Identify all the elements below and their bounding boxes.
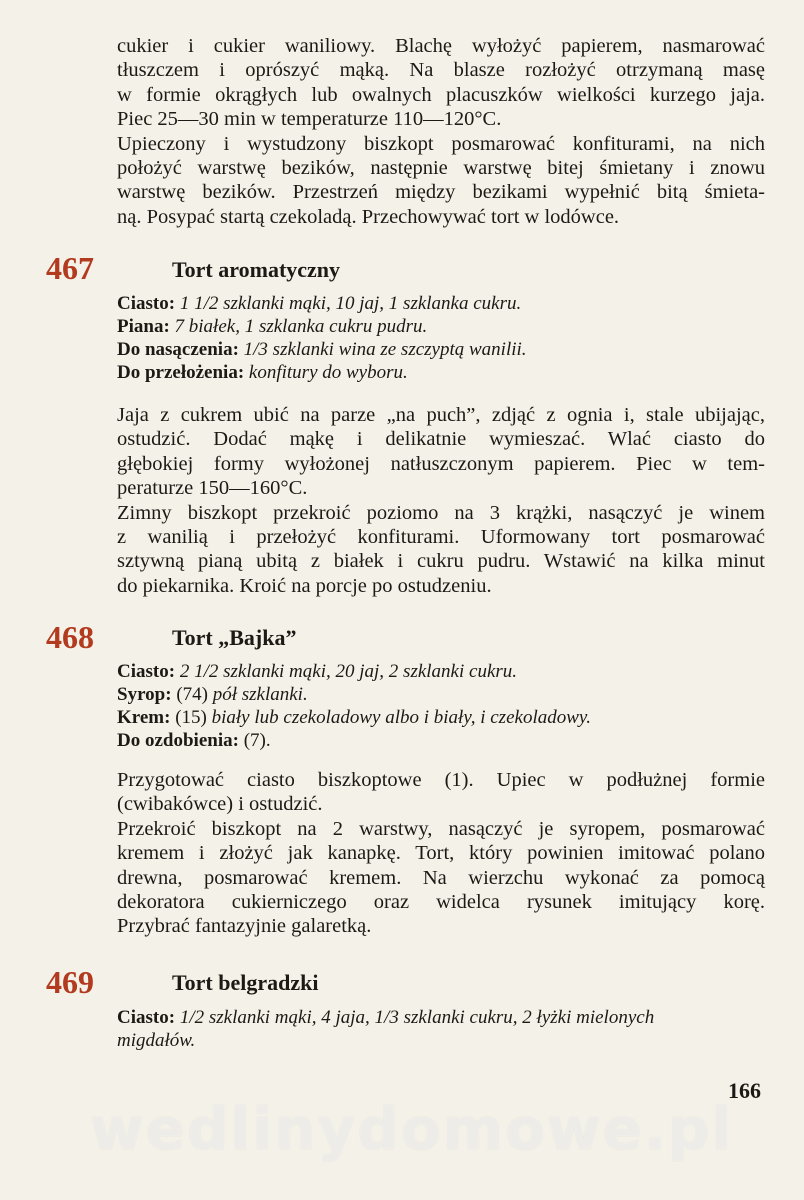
ingredient-text: 2 1/2 szklanki mąki, 20 jaj, 2 szklanki cukru. (179, 661, 518, 682)
text-line: peraturze 150—160°C. (117, 477, 308, 500)
ingredient-label: Do ozdobienia: (117, 730, 239, 751)
recipe-number: 467 (46, 250, 94, 286)
text-line: do piekarnika. Kroić na porcje po ostudzeniu. (117, 574, 492, 597)
ingredient-line (117, 683, 765, 706)
ingredient-text: pół szklanki. (212, 684, 308, 705)
recipe-reference: (15) (175, 707, 207, 728)
ingredient-line (117, 315, 765, 338)
ingredient-line (117, 660, 765, 683)
ingredient-line (117, 729, 765, 752)
text-line: cukier i cukier waniliowy. Blachę wyłożyć papierem, nasmarować (117, 35, 765, 57)
ingredient-label: Ciasto: (117, 661, 176, 682)
text-line: głębokiej formy wyłożonej natłuszczonym papierem. Piec w tem- (117, 452, 765, 475)
text-line: Jaja z cukrem ubić na parze „na puch”, zdjąć z ognia i, stale ubijając, (117, 404, 765, 426)
ingredient-line (117, 706, 765, 729)
text-line: Przygotować ciasto biszkoptowe (1). Upiec w podłużnej formie (117, 769, 765, 791)
recipe-number: 468 (46, 619, 94, 655)
recipe-number: 469 (46, 964, 94, 1000)
text-line: (cwibakówce) i ostudzić. (117, 793, 323, 816)
recipe-title: Tort belgradzki (172, 970, 319, 995)
ingredient-label: Ciasto: (117, 293, 176, 314)
ingredient-text: biały lub czekoladowy albo i biały, i czekoladowy. (211, 707, 592, 728)
ingredient-label: Krem: (117, 707, 171, 728)
ingredient-text: konfitury do wyboru. (248, 362, 408, 383)
ingredient-label: Syrop: (117, 684, 172, 705)
recipe-reference: (74) (176, 684, 208, 705)
ingredient-text: 1/2 szklanki mąki, 4 jaja, 1/3 szklanki cukru, 2 łyżki mielonych (179, 1007, 655, 1028)
text-line: ną. Posypać startą czekoladą. Przechowywać tort w lodówce. (117, 205, 620, 228)
watermark: wedlinydomowe.pl (90, 1095, 734, 1163)
text-line: sztywną pianą ubitą z białek i cukru pudru. Wstawić na kilka minut (117, 550, 765, 573)
text-line: Zimny biszkopt przekroić poziomo na 3 krążki, nasączyć je winem (117, 501, 765, 524)
ingredient-line (117, 1029, 765, 1052)
text-line: z wanilią i przełożyć konfiturami. Uformowany tort posmarować (117, 526, 765, 549)
text-line: kremem i złożyć jak kanapkę. Tort, który powinien imitować polano (117, 842, 765, 865)
ingredients-list (117, 1006, 765, 1052)
text-line: Piec 25—30 min w temperaturze 110—120°C. (117, 108, 502, 131)
ingredients-list (117, 292, 765, 384)
text-line: ostudzić. Dodać mąkę i delikatnie wymieszać. Wlać ciasto do (117, 428, 765, 451)
ingredients-list (117, 660, 765, 752)
text-line: dekoratora cukierniczego oraz widelca rysunek imitujący korę. (117, 891, 765, 914)
intro-text (117, 34, 765, 229)
ingredient-label: Do przełożenia: (117, 362, 245, 383)
ingredient-text: 1/3 szklanki wina ze szczyptą wanilii. (243, 339, 527, 360)
ingredient-label: Ciasto: (117, 1007, 176, 1028)
text-line: położyć warstwę bezików, następnie warstwę bitej śmietany i znowu (117, 157, 765, 180)
recipe-title: Tort aromatyczny (172, 257, 341, 282)
recipe-reference: (7). (243, 730, 271, 751)
recipe-instructions (117, 768, 765, 939)
ingredient-text: migdałów. (117, 1030, 196, 1051)
ingredient-line (117, 1006, 765, 1029)
text-line: drewna, posmarować kremem. Na wierzchu wykonać za pomocą (117, 866, 765, 889)
text-line: warstwę bezików. Przestrzeń między bezikami wypełnić bitą śmieta- (117, 181, 765, 204)
text-line: Upieczony i wystudzony biszkopt posmarować konfiturami, na nich (117, 132, 765, 155)
recipe-title: Tort „Bajka” (172, 625, 297, 650)
page-number: 166 (728, 1078, 761, 1103)
ingredient-label: Piana: (117, 316, 170, 337)
ingredient-label: Do nasączenia: (117, 339, 239, 360)
text-line: tłuszczem i oprószyć mąką. Na blasze rozłożyć otrzymaną masę (117, 59, 765, 82)
text-line: w formie okrągłych lub owalnych placuszków wielkości kurzego jaja. (117, 83, 765, 106)
ingredient-line (117, 338, 765, 361)
recipe-instructions (117, 403, 765, 598)
text-line: Przekroić biszkopt na 2 warstwy, nasączyć je syropem, posmarować (117, 817, 765, 840)
ingredient-text: 1 1/2 szklanki mąki, 10 jaj, 1 szklanka cukru. (179, 293, 522, 314)
text-line: Przybrać fantazyjnie galaretką. (117, 915, 372, 938)
ingredient-text: 7 białek, 1 szklanka cukru pudru. (174, 316, 428, 337)
ingredient-line (117, 361, 765, 384)
ingredient-line (117, 292, 765, 315)
